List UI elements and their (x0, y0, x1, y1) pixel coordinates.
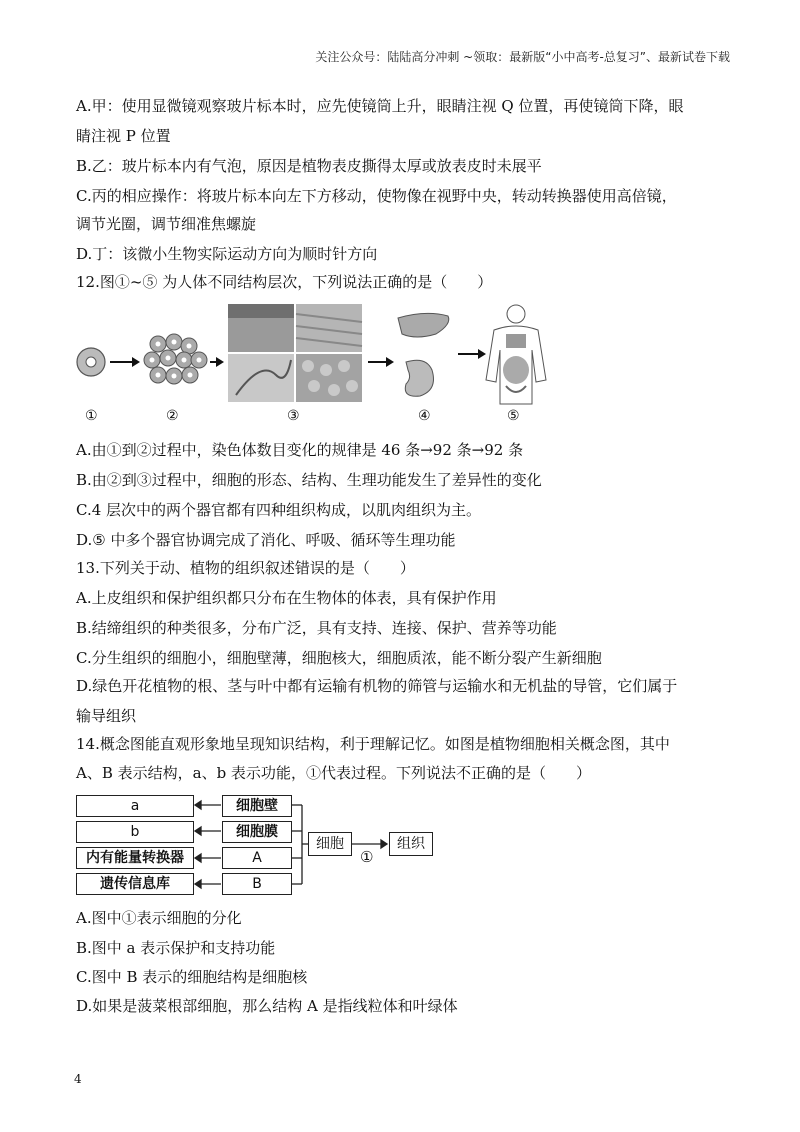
figure-label-4: ④ (418, 408, 431, 424)
concept-box-energy-converter: 内有能量转换器 (76, 847, 194, 869)
structure-levels-figure (76, 300, 566, 430)
q13-option-b: B.结缔组织的种类很多，分布广泛，具有支持、连接、保护、营养等功能 (76, 619, 557, 637)
q11-option-b: B.乙：玻片标本内有气泡，原因是植物表皮撕得太厚或放表皮时未展平 (76, 157, 542, 175)
concept-box-a: a (76, 795, 194, 817)
q14-option-c: C.图中 B 表示的细胞结构是细胞核 (76, 968, 308, 986)
figure-label-5: ⑤ (507, 408, 520, 424)
q12-option-c: C.4 层次中的两个器官都有四种组织构成，以肌肉组织为主。 (76, 501, 482, 519)
process-label: ① (360, 848, 374, 866)
structure-levels-illustration (76, 300, 566, 410)
q12-stem: 12.图①~⑤ 为人体不同结构层次，下列说法正确的是（ ） (76, 273, 493, 291)
cell-concept-map (76, 792, 436, 902)
page-number: 4 (74, 1072, 82, 1086)
figure-label-3: ③ (287, 408, 300, 424)
q14-option-a: A.图中①表示细胞的分化 (76, 909, 242, 927)
concept-box-structure-a: A (222, 847, 292, 869)
concept-box-cell-wall: 细胞壁 (222, 795, 292, 817)
page-header: 关注公众号：陆陆高分冲刺 ~领取：最新版“小中高考-总复习”、最新试卷下载 (315, 50, 730, 64)
figure-label-1: ① (85, 408, 98, 424)
q12-option-a: A.由①到②过程中，染色体数目变化的规律是 46 条→92 条→92 条 (76, 441, 524, 459)
concept-box-genetic-library: 遗传信息库 (76, 873, 194, 895)
q13-option-a: A.上皮组织和保护组织都只分布在生物体的体表，具有保护作用 (76, 589, 497, 607)
q11-option-c: C.丙的相应操作：将玻片标本向左下方移动，使物像在视野中央，转动转换器使用高倍镜， (76, 187, 677, 205)
q11-option-a-cont: 睛注视 P 位置 (76, 127, 171, 145)
concept-box-structure-b: B (222, 873, 292, 895)
q11-option-d: D.丁：该微小生物实际运动方向为顺时针方向 (76, 245, 378, 263)
q14-option-d: D.如果是菠菜根部细胞，那么结构 A 是指线粒体和叶绿体 (76, 997, 458, 1015)
concept-box-cell-membrane: 细胞膜 (222, 821, 292, 843)
q12-option-d: D.⑤ 中多个器官协调完成了消化、呼吸、循环等生理功能 (76, 531, 456, 549)
q11-option-a: A.甲：使用显微镜观察玻片标本时，应先使镜筒上升，眼睛注视 Q 位置，再使镜筒下降，眼 (76, 97, 684, 115)
concept-box-cell: 细胞 (308, 832, 352, 856)
q12-option-b: B.由②到③过程中，细胞的形态、结构、生理功能发生了差异性的变化 (76, 471, 542, 489)
q13-option-d-cont: 输导组织 (76, 707, 137, 725)
q11-option-c-cont: 调节光圈，调节细准焦螺旋 (76, 215, 257, 233)
q13-option-c: C.分生组织的细胞小，细胞壁薄，细胞核大，细胞质浓，能不断分裂产生新细胞 (76, 649, 602, 667)
concept-box-tissue: 组织 (389, 832, 433, 856)
figure-label-2: ② (166, 408, 179, 424)
q14-option-b: B.图中 a 表示保护和支持功能 (76, 939, 276, 957)
concept-box-b: b (76, 821, 194, 843)
q14-stem-line-2: A、B 表示结构，a、b 表示功能，①代表过程。下列说法不正确的是（ ） (76, 764, 591, 782)
q13-option-d: D.绿色开花植物的根、茎与叶中都有运输有机物的筛管与运输水和无机盐的导管，它们属于 (76, 677, 678, 695)
q14-stem-line-1: 14.概念图能直观形象地呈现知识结构，利于理解记忆。如图是植物细胞相关概念图，其中 (76, 735, 670, 753)
q13-stem: 13.下列关于动、植物的组织叙述错误的是（ ） (76, 559, 415, 577)
